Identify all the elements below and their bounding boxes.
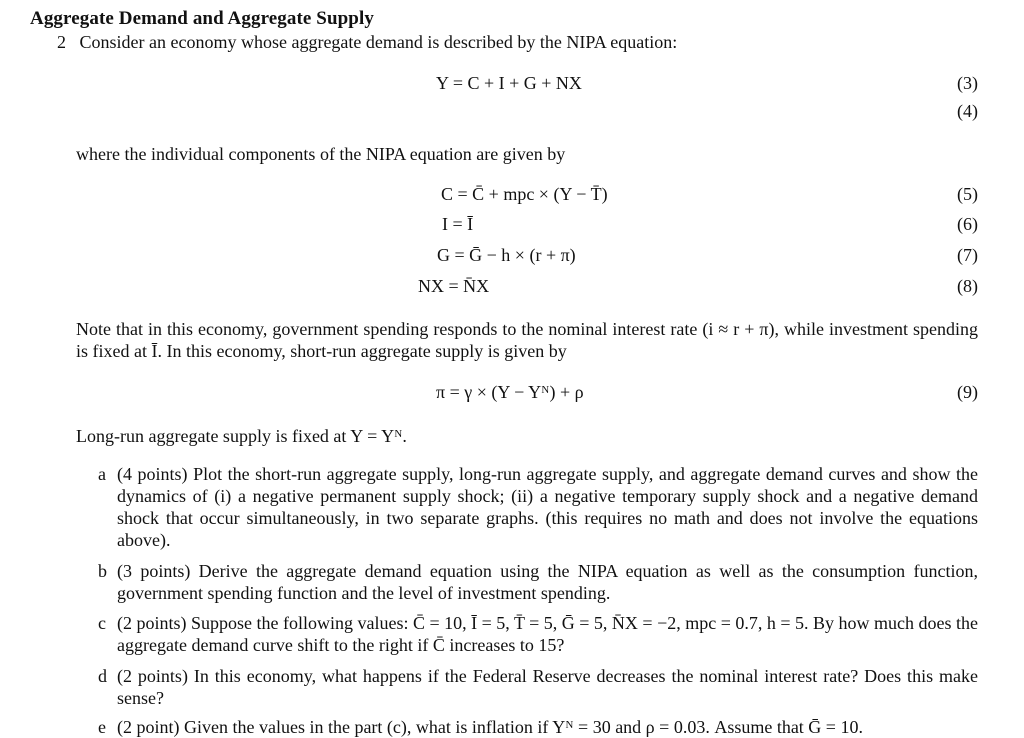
item-label: c [98,613,106,633]
equation-number: (6) [957,214,978,234]
equation-number: (8) [957,276,978,296]
paragraph-components: where the individual components of the NIPA equation are given by [76,144,566,164]
equation-nipa: Y = C + I + G + NX [436,73,582,93]
item-text: (3 points) Derive the aggregate demand equation using the NIPA equation as well as the consumption function, government spending function and the level of investment spending. [117,561,978,603]
list-item [98,665,978,709]
item-label: e [98,717,106,737]
equation-net-exports: NX = N̄X [418,276,490,296]
item-label: a [98,464,106,484]
question-text: Consider an economy whose aggregate demand is described by the NIPA equation: [79,32,678,52]
equation-number: (5) [957,184,978,204]
list-item [98,463,978,551]
section-heading: Aggregate Demand and Aggregate Supply [30,8,374,29]
item-text: (2 point) Given the values in the part (c), what is inflation if Yᴺ = 30 and ρ = 0.03. Assume that Ḡ = 10. [117,717,863,737]
list-item [98,560,978,604]
item-text: (4 points) Plot the short-run aggregate supply, long-run aggregate supply, and aggregate demand curves and show the dynamics of (i) a negative permanent supply shock; (ii) a negative temporary supply shock and a negative demand shock that occur simultaneously, in two separate graphs. (this requires no math and does not involve the equations above). [117,464,978,550]
item-label: b [98,561,107,581]
list-item [98,716,978,738]
equation-government: G = Ḡ − h × (r + π) [437,245,576,265]
paragraph-note: Note that in this economy, government spending responds to the nominal interest rate (i ≈ r + π), while investment spending is fixed at Ī. In this economy, short-run aggregate supply is given by [76,319,978,361]
equation-number: (4) [957,101,978,121]
list-item [98,612,978,656]
equation-number: (3) [957,73,978,93]
equation-sras: π = γ × (Y − Yᴺ) + ρ [436,382,584,402]
equation-number: (9) [957,382,978,402]
equation-investment: I = Ī [442,214,474,234]
equation-number: (7) [957,245,978,265]
paragraph-longrun: Long-run aggregate supply is fixed at Y = Yᴺ. [76,426,407,446]
question-intro [57,32,677,53]
item-text: (2 points) Suppose the following values: C̄ = 10, Ī = 5, T̄ = 5, Ḡ = 5, N̄X = −2, mpc = 0.7, h = 5. By how much does the aggregate demand curve shift to the right if C̄ increases to 15? [117,613,978,655]
question-number: 2 [57,32,66,52]
item-label: d [98,666,107,686]
equation-consumption: C = C̄ + mpc × (Y − T̄) [441,184,608,204]
item-text: (2 points) In this economy, what happens if the Federal Reserve decreases the nominal interest rate? Does this make sense? [117,666,978,708]
